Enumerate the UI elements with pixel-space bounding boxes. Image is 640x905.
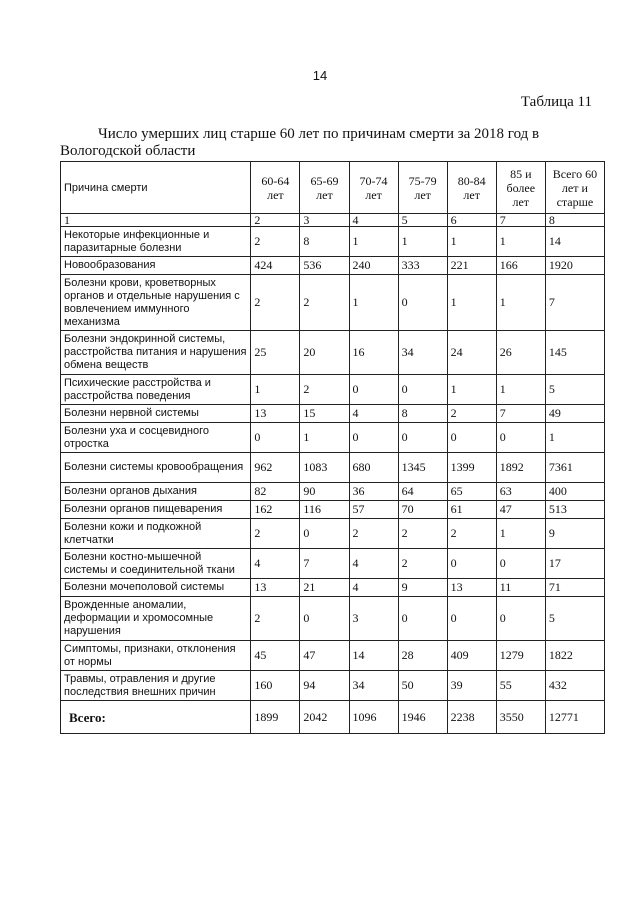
value-cell: 34	[349, 671, 398, 701]
value-cell: 1279	[496, 641, 545, 671]
total-row	[61, 701, 605, 734]
value-cell: 55	[496, 671, 545, 701]
total-value-cell: 12771	[545, 701, 604, 734]
value-cell: 8	[398, 405, 447, 423]
value-cell: 2	[398, 549, 447, 579]
value-cell: 221	[447, 257, 496, 275]
value-cell: 90	[300, 483, 349, 501]
table-row	[61, 641, 605, 671]
index-row	[61, 214, 605, 227]
value-cell: 1	[349, 227, 398, 257]
index-cell: 4	[349, 214, 398, 227]
header-85-plus: 85 и более лет	[496, 162, 545, 214]
value-cell: 2	[300, 275, 349, 331]
value-cell: 536	[300, 257, 349, 275]
value-cell: 9	[398, 579, 447, 597]
value-cell: 333	[398, 257, 447, 275]
value-cell: 1822	[545, 641, 604, 671]
header-row	[61, 162, 605, 214]
value-cell: 1	[496, 375, 545, 405]
value-cell: 0	[349, 375, 398, 405]
cause-cell: Психические расстройства и расстройства поведения	[61, 375, 251, 405]
index-cell: 6	[447, 214, 496, 227]
cause-cell: Симптомы, признаки, отклонения от нормы	[61, 641, 251, 671]
table-row	[61, 405, 605, 423]
value-cell: 26	[496, 331, 545, 375]
value-cell: 1399	[447, 453, 496, 483]
value-cell: 50	[398, 671, 447, 701]
value-cell: 49	[545, 405, 604, 423]
cause-cell: Болезни костно-мышечной системы и соединительной ткани	[61, 549, 251, 579]
table-row	[61, 519, 605, 549]
value-cell: 2	[251, 519, 300, 549]
value-cell: 45	[251, 641, 300, 671]
total-value-cell: 2238	[447, 701, 496, 734]
table-row	[61, 453, 605, 483]
header-70-74: 70-74 лет	[349, 162, 398, 214]
table-row	[61, 423, 605, 453]
value-cell: 1083	[300, 453, 349, 483]
value-cell: 3	[349, 597, 398, 641]
value-cell: 0	[398, 423, 447, 453]
value-cell: 962	[251, 453, 300, 483]
cause-cell: Новообразования	[61, 257, 251, 275]
total-label: Всего:	[61, 701, 251, 734]
header-60-64: 60-64 лет	[251, 162, 300, 214]
table-row	[61, 257, 605, 275]
header-80-84: 80-84 лет	[447, 162, 496, 214]
value-cell: 20	[300, 331, 349, 375]
value-cell: 240	[349, 257, 398, 275]
cause-cell: Некоторые инфекционные и паразитарные болезни	[61, 227, 251, 257]
value-cell: 0	[496, 423, 545, 453]
value-cell: 400	[545, 483, 604, 501]
value-cell: 0	[251, 423, 300, 453]
table-caption	[60, 126, 600, 160]
value-cell: 2	[447, 405, 496, 423]
index-cell: 1	[61, 214, 251, 227]
value-cell: 24	[447, 331, 496, 375]
table-row	[61, 671, 605, 701]
mortality-table	[60, 161, 605, 734]
value-cell: 513	[545, 501, 604, 519]
value-cell: 21	[300, 579, 349, 597]
value-cell: 63	[496, 483, 545, 501]
value-cell: 47	[496, 501, 545, 519]
index-cell: 8	[545, 214, 604, 227]
value-cell: 65	[447, 483, 496, 501]
table-row	[61, 227, 605, 257]
value-cell: 2	[398, 519, 447, 549]
table-row	[61, 331, 605, 375]
value-cell: 1892	[496, 453, 545, 483]
value-cell: 162	[251, 501, 300, 519]
index-cell: 7	[496, 214, 545, 227]
header-65-69: 65-69 лет	[300, 162, 349, 214]
total-value-cell: 1899	[251, 701, 300, 734]
value-cell: 116	[300, 501, 349, 519]
value-cell: 2	[300, 375, 349, 405]
table-label: Таблица 11	[520, 94, 592, 110]
table-row	[61, 597, 605, 641]
value-cell: 0	[447, 423, 496, 453]
page-number: 14	[312, 68, 328, 83]
value-cell: 36	[349, 483, 398, 501]
cause-cell: Врожденные аномалии, деформации и хромосомные нарушения	[61, 597, 251, 641]
value-cell: 680	[349, 453, 398, 483]
value-cell: 1	[545, 423, 604, 453]
header-total: Всего 60 лет и старше	[545, 162, 604, 214]
value-cell: 1345	[398, 453, 447, 483]
value-cell: 0	[300, 519, 349, 549]
value-cell: 0	[300, 597, 349, 641]
value-cell: 160	[251, 671, 300, 701]
value-cell: 64	[398, 483, 447, 501]
value-cell: 34	[398, 331, 447, 375]
caption-line-1: Число умерших лиц старше 60 лет по причинам смерти за 2018 год в	[98, 126, 540, 142]
value-cell: 424	[251, 257, 300, 275]
cause-cell: Болезни органов пищеварения	[61, 501, 251, 519]
value-cell: 14	[349, 641, 398, 671]
value-cell: 15	[300, 405, 349, 423]
value-cell: 11	[496, 579, 545, 597]
total-value-cell: 3550	[496, 701, 545, 734]
value-cell: 5	[545, 375, 604, 405]
value-cell: 8	[300, 227, 349, 257]
index-cell: 5	[398, 214, 447, 227]
cause-cell: Болезни органов дыхания	[61, 483, 251, 501]
value-cell: 1	[496, 519, 545, 549]
header-75-79: 75-79 лет	[398, 162, 447, 214]
cause-cell: Болезни кожи и подкожной клетчатки	[61, 519, 251, 549]
value-cell: 0	[447, 597, 496, 641]
value-cell: 47	[300, 641, 349, 671]
value-cell: 25	[251, 331, 300, 375]
table-body	[61, 214, 605, 734]
table-row	[61, 501, 605, 519]
value-cell: 166	[496, 257, 545, 275]
cause-cell: Болезни эндокринной системы, расстройства питания и нарушения обмена веществ	[61, 331, 251, 375]
value-cell: 0	[496, 549, 545, 579]
value-cell: 145	[545, 331, 604, 375]
value-cell: 1	[447, 227, 496, 257]
table-row	[61, 579, 605, 597]
value-cell: 2	[349, 519, 398, 549]
value-cell: 2	[251, 597, 300, 641]
cause-cell: Болезни системы кровообращения	[61, 453, 251, 483]
value-cell: 7361	[545, 453, 604, 483]
value-cell: 94	[300, 671, 349, 701]
value-cell: 0	[349, 423, 398, 453]
header-cause: Причина смерти	[61, 162, 251, 214]
value-cell: 0	[447, 549, 496, 579]
value-cell: 17	[545, 549, 604, 579]
value-cell: 16	[349, 331, 398, 375]
value-cell: 61	[447, 501, 496, 519]
value-cell: 70	[398, 501, 447, 519]
value-cell: 1	[251, 375, 300, 405]
cause-cell: Болезни нервной системы	[61, 405, 251, 423]
value-cell: 409	[447, 641, 496, 671]
table-row	[61, 483, 605, 501]
value-cell: 1	[349, 275, 398, 331]
value-cell: 1	[447, 375, 496, 405]
total-value-cell: 1096	[349, 701, 398, 734]
value-cell: 7	[300, 549, 349, 579]
value-cell: 7	[545, 275, 604, 331]
value-cell: 0	[398, 275, 447, 331]
value-cell: 4	[349, 579, 398, 597]
value-cell: 57	[349, 501, 398, 519]
value-cell: 39	[447, 671, 496, 701]
caption-line-2: Вологодской области	[60, 143, 196, 159]
value-cell: 13	[251, 405, 300, 423]
table-row	[61, 275, 605, 331]
value-cell: 1920	[545, 257, 604, 275]
value-cell: 82	[251, 483, 300, 501]
table-row	[61, 375, 605, 405]
cause-cell: Болезни уха и сосцевидного отростка	[61, 423, 251, 453]
value-cell: 0	[398, 375, 447, 405]
value-cell: 4	[349, 405, 398, 423]
value-cell: 1	[300, 423, 349, 453]
value-cell: 1	[496, 275, 545, 331]
value-cell: 432	[545, 671, 604, 701]
value-cell: 14	[545, 227, 604, 257]
cause-cell: Болезни мочеполовой системы	[61, 579, 251, 597]
value-cell: 13	[251, 579, 300, 597]
value-cell: 0	[398, 597, 447, 641]
value-cell: 4	[349, 549, 398, 579]
index-cell: 2	[251, 214, 300, 227]
value-cell: 2	[447, 519, 496, 549]
value-cell: 13	[447, 579, 496, 597]
value-cell: 9	[545, 519, 604, 549]
table-row	[61, 549, 605, 579]
value-cell: 0	[496, 597, 545, 641]
value-cell: 7	[496, 405, 545, 423]
cause-cell: Травмы, отравления и другие последствия внешних причин	[61, 671, 251, 701]
value-cell: 5	[545, 597, 604, 641]
total-value-cell: 1946	[398, 701, 447, 734]
value-cell: 2	[251, 275, 300, 331]
value-cell: 1	[447, 275, 496, 331]
cause-cell: Болезни крови, кроветворных органов и отдельные нарушения с вовлечением иммунного механизма	[61, 275, 251, 331]
value-cell: 1	[496, 227, 545, 257]
value-cell: 71	[545, 579, 604, 597]
total-value-cell: 2042	[300, 701, 349, 734]
value-cell: 28	[398, 641, 447, 671]
index-cell: 3	[300, 214, 349, 227]
value-cell: 2	[251, 227, 300, 257]
value-cell: 1	[398, 227, 447, 257]
value-cell: 4	[251, 549, 300, 579]
